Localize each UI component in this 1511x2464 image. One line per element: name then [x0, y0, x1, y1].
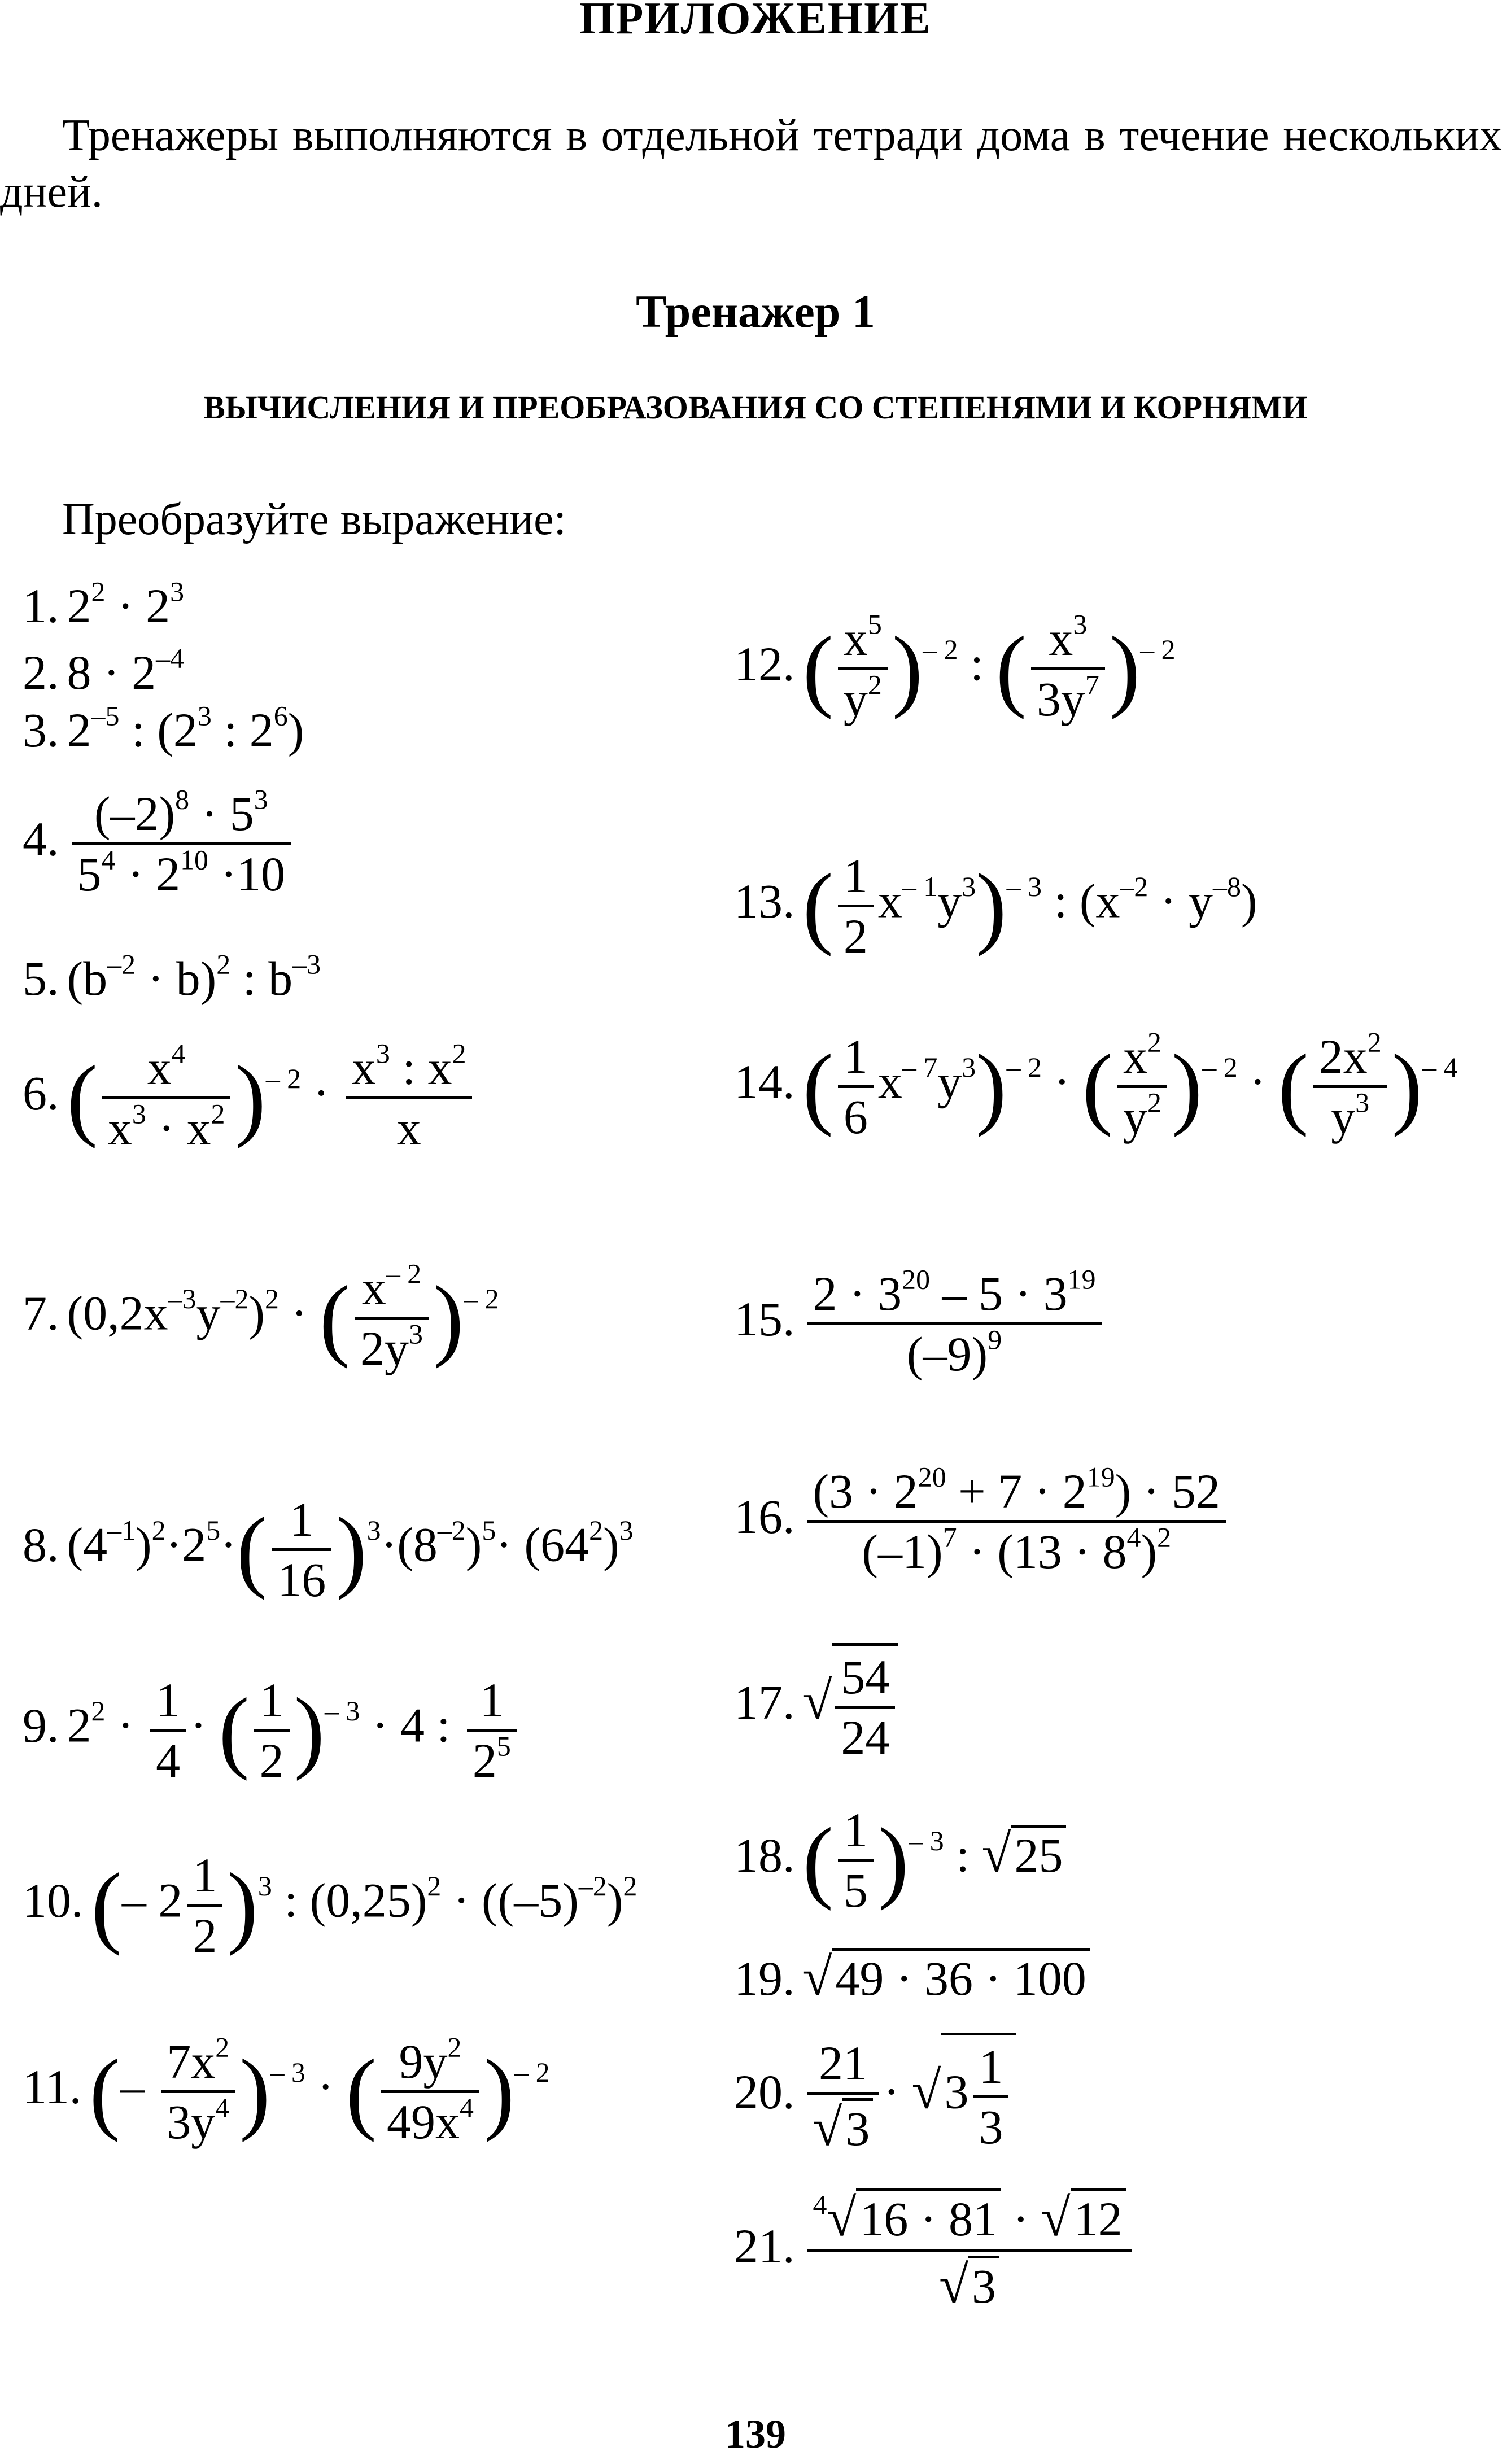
- exercise-21: 21. $\frac{^4√16 \cdot 81 \cdot √12}{√3}$: [734, 2185, 1136, 2317]
- exercise-6: 6.( $\frac{x^4}{x^3 \cdot x^2}$ )$^{- 2}$ · $\frac{x^3 : x^2}{x}$: [23, 1039, 477, 1157]
- exercise-number: 6.: [23, 1065, 59, 1120]
- intro-paragraph: Тренажеры выполняются в отдельной тетради дома в течение нескольких дней.: [0, 111, 1502, 217]
- section-title: ВЫЧИСЛЕНИЯ И ПРЕОБРАЗОВАНИЯ СО СТЕПЕНЯМИ И КОРНЯМИ: [203, 389, 1308, 426]
- exercise-number: 8.: [23, 1517, 59, 1572]
- exercise-19: 19. √49 · 36 · 100: [734, 1948, 1090, 2004]
- exercise-number: 17.: [734, 1675, 795, 1729]
- exercise-20: 20. $\frac{21}{√3}$ · √3 $\frac{1}{3}$: [734, 2033, 1016, 2160]
- exercise-11: 11.(– $\frac{7x^2}{3y^4}$ )$^{- 3}$ · ( $\frac{9y^2}{49x^4}$ )$^{- 2}$: [23, 2032, 550, 2150]
- exercise-13: 13.( $\frac{1}{2}$ $x^{- 1}y^3)^{- 3}$ : $(x^{-2} \cdot y^{-8})$: [734, 847, 1257, 965]
- exercise-number: 21.: [734, 2218, 795, 2273]
- exercise-number: 10.: [23, 1873, 84, 1928]
- exercise-number: 19.: [734, 1951, 795, 2006]
- exercise-number: 1.: [23, 579, 59, 633]
- page-number: 139: [725, 2411, 786, 2457]
- exercise-16: 16. $\frac{(3 \cdot 2^{20} + 7 \cdot 2^{19}) \cdot 52}{(-1)^7 \cdot (13 \cdot 8^4)^2}$: [734, 1462, 1230, 1581]
- exercise-number: 18.: [734, 1828, 795, 1882]
- exercise-9: 9. $2^2$ · $\frac{1}{4}$ · ( $\frac{1}{2}$ )$^{- 3}$ · 4 : $\frac{1}{2^5}$: [23, 1671, 521, 1790]
- exercise-12: 12.( $\frac{x^5}{y^2}$ )$^{- 2}$ : ( $\frac{x^3}{3y^7}$ )$^{- 2}$: [734, 609, 1176, 727]
- exercise-number: 12.: [734, 636, 795, 691]
- exercise-4: 4. $\frac{(-2)^8 \cdot 5^3}{5^4 \cdot 2^{10} \cdot 10}$: [23, 785, 295, 903]
- exercise-2: 2. $8 \cdot 2^{-4}$: [23, 643, 185, 700]
- exercise-17: 17. √ $\frac{54}{24}$: [734, 1643, 898, 1767]
- appendix-title: ПРИЛОЖЕНИЕ: [579, 0, 932, 43]
- task-prompt: Преобразуйте выражение:: [62, 495, 566, 544]
- exercise-number: 15.: [734, 1291, 795, 1346]
- exercise-number: 16.: [734, 1489, 795, 1544]
- exercise-number: 5.: [23, 951, 59, 1006]
- exercise-number: 7.: [23, 1286, 59, 1340]
- exercise-number: 14.: [734, 1054, 795, 1109]
- exercise-3: 3. $2^{-5}$ : ($2^3$ : $2^6$): [23, 700, 304, 757]
- exercise-number: 13.: [734, 873, 795, 928]
- exercise-14: 14.( $\frac{1}{6}$ $x^{- 7}y^3)^{- 2}$ · ( $\frac{x^2}{y^2}$ )$^{- 2}$ · ( $\frac{2x^2}{y^3}$ )$^{- 4}$: [734, 1026, 1458, 1144]
- exercise-number: 4.: [23, 811, 59, 866]
- trainer-title: Тренажер 1: [636, 286, 875, 337]
- exercise-18: 18.( $\frac{1}{5}$ )$^{- 3}$ : √25: [734, 1801, 1066, 1920]
- exercise-1: 1. $2^2 \cdot 2^3$: [23, 576, 185, 633]
- exercise-10: 10.(– 2 $\frac{1}{2}$ )$^3$ : $(0,25)^2 \cdot ((-5)^{-2})^2$: [23, 1846, 637, 1965]
- exercise-15: 15. $\frac{2 \cdot 3^{20} - 5 \cdot 3^{19}}{(-9)^9}$: [734, 1265, 1106, 1383]
- exercise-number: 20.: [734, 2064, 795, 2119]
- exercise-5: 5. $(b^{-2} \cdot b)^2$ : $b^{-3}$: [23, 949, 321, 1006]
- exercise-number: 3.: [23, 703, 59, 757]
- exercise-7: 7. $(0,2x^{-3}y^{-2})^2$ · ( $\frac{x^{- 2}}{2y^3}$ )$^{- 2}$: [23, 1258, 499, 1376]
- exercise-number: 2.: [23, 645, 59, 700]
- exercise-number: 9.: [23, 1698, 59, 1753]
- exercise-number: 11.: [23, 2059, 82, 2114]
- exercise-8: 8. $(4^{-1})^2\cdot 2^5\cdot$( $\frac{1}{16}$ )$^3\cdot(8^{-2})^5\cdot (64^2)^3$: [23, 1491, 634, 1609]
